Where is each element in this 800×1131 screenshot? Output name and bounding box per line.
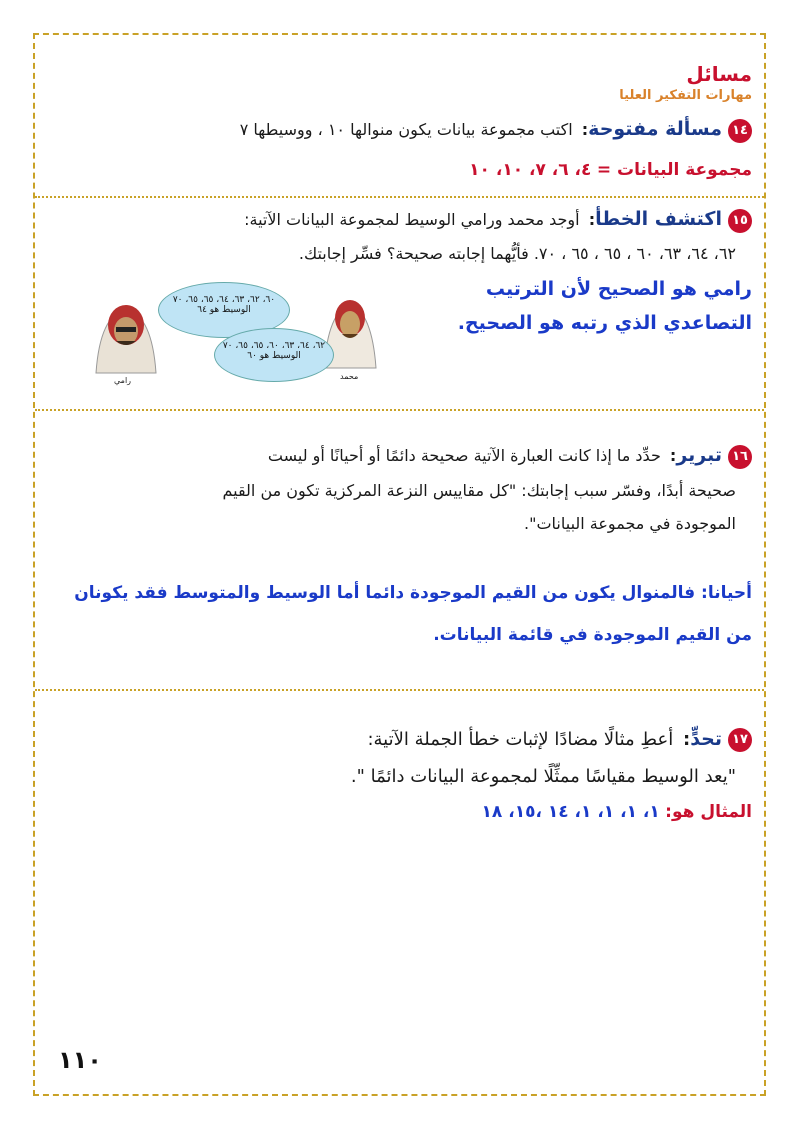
question-number-badge: ١٦: [728, 445, 752, 469]
section-subtitle: مهارات التفكير العليا: [619, 88, 752, 103]
question-title: اكتشف الخطأ: [595, 208, 722, 230]
question-16-line3: الموجودة في مجموعة البيانات".: [524, 514, 736, 533]
rami-figure: [86, 295, 166, 375]
section-title: مسائل: [686, 62, 752, 86]
divider: [35, 196, 764, 198]
question-14: ١٤مسألة مفتوحة: اكتب مجموعة بيانات يكون منوالها ١٠ ، ووسيطها ٧: [240, 118, 752, 143]
question-title: تبرير: [676, 444, 722, 466]
answer-15-line1: رامي هو الصحيح لأن الترتيب: [485, 278, 752, 300]
question-16: ١٦تبرير: حدِّد ما إذا كانت العبارة الآتية صحيحة دائمًا أو أحيانًا أو ليست: [268, 444, 752, 469]
question-15: ١٥اكتشف الخطأ: أوجد محمد ورامي الوسيط لمجموعة البيانات الآتية:: [244, 208, 752, 233]
rami-caption: رامي: [114, 376, 132, 385]
question-number-badge: ١٧: [728, 728, 752, 752]
question-15-data: ٦٢، ٦٤، ٦٣، ٦٠ ، ٦٥ ، ٦٥ ، ٧٠. فأيُّهما إجابته صحيحة؟ فسِّر إجابتك.: [298, 244, 736, 263]
divider: [35, 409, 764, 411]
question-text: اكتب مجموعة بيانات يكون منوالها ١٠ ، ووسيطها ٧: [239, 120, 573, 139]
question-title: تحدٍّ: [690, 728, 722, 750]
answer-16-line2: من القيم الموجودة في قائمة البيانات.: [433, 625, 752, 645]
bubble-median: الوسيط هو ٦٠: [247, 351, 301, 361]
question-17-statement: "يعد الوسيط مقياسًا ممثِّلًا لمجموعة البيانات دائمًا ".: [350, 766, 736, 787]
page-frame: [33, 33, 766, 1096]
answer-15-line2: التصاعدي الذي رتبه هو الصحيح.: [457, 312, 752, 334]
answer-label: المثال هو:: [665, 802, 752, 822]
bubble-values: ٦٢، ٦٤، ٦٣، ٦٠، ٦٥، ٦٥، ٧٠: [222, 341, 326, 351]
answer-17: [482, 802, 752, 822]
answer-14: [469, 160, 752, 180]
answer-values: ١، ١، ١، ١، ١٤ ،١٥، ١٨: [481, 802, 660, 822]
question-number-badge: ١٤: [728, 119, 752, 143]
mohammed-speech-bubble: [214, 328, 334, 382]
question-title: مسألة مفتوحة: [588, 118, 722, 140]
divider: [35, 689, 764, 691]
bubble-median: الوسيط هو ٦٤: [197, 305, 251, 315]
question-17: ١٧تحدٍّ: أعطِ مثالًا مضادًا لإثبات خطأ الجملة الآتية:: [367, 728, 752, 752]
page-number: ١١٠: [58, 1046, 102, 1074]
question-16-line2: صحيحة أبدًا، وفسّر سبب إجابتك: "كل مقاييس النزعة المركزية تكون من القيم: [222, 481, 736, 500]
answer-label: مجموعة البيانات =: [596, 160, 752, 180]
question-text: أعطِ مثالًا مضادًا لإثبات خطأ الجملة الآتية:: [367, 729, 674, 750]
question-number-badge: ١٥: [728, 209, 752, 233]
mohammed-caption: محمد: [340, 372, 359, 381]
question-text: حدِّد ما إذا كانت العبارة الآتية صحيحة دائمًا أو أحيانًا أو ليست: [267, 446, 661, 465]
question-text: أوجد محمد ورامي الوسيط لمجموعة البيانات الآتية:: [244, 210, 580, 229]
answer-16-line1: أحيانا: فالمنوال يكون من القيم الموجودة دائما أما الوسيط والمتوسط فقد يكونان: [74, 583, 752, 603]
bubble-values: ٦٠، ٦٢، ٦٣، ٦٤، ٦٥، ٦٥، ٧٠: [172, 295, 276, 305]
answer-values: ٤، ٦، ٧، ١٠، ١٠: [469, 160, 592, 180]
